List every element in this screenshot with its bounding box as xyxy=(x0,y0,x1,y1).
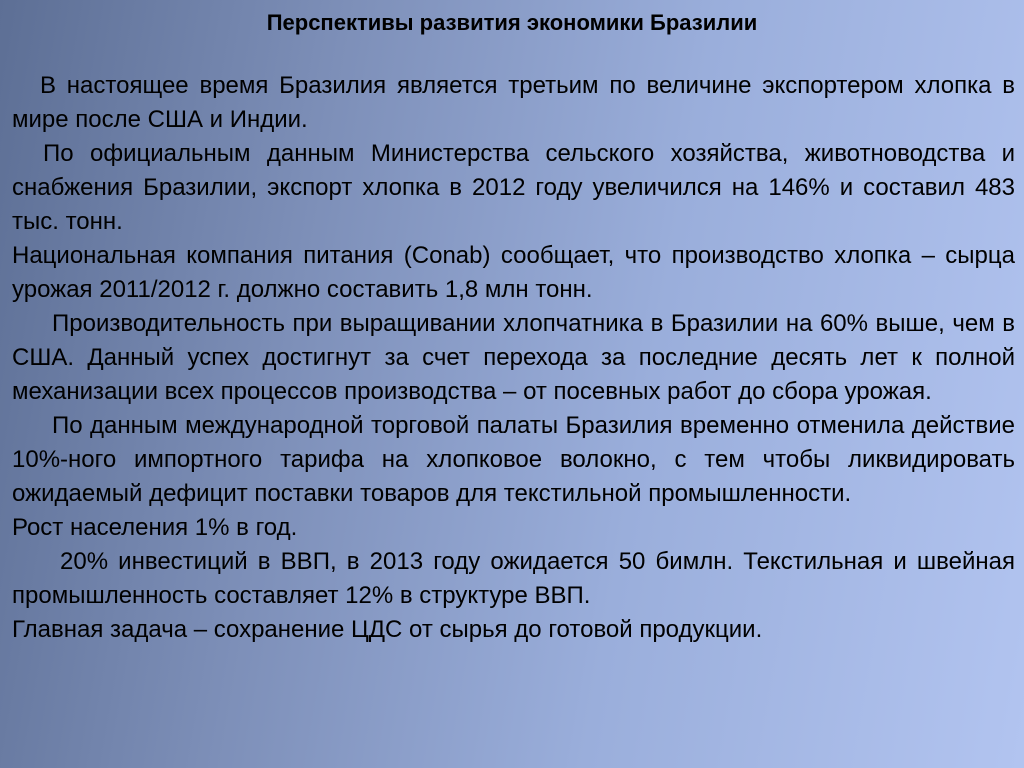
paragraph-brazil-cotton-exporter: В настоящее время Бразилия является третьим по величине экспортером хлопка в мире после США и Индии. xyxy=(12,72,1015,133)
paragraph-conab-production: Национальная компания питания (Conab) сообщает, что производство хлопка – сырца урожая 2011/2012 г. должно составить 1,8 млн тонн. xyxy=(12,242,1015,303)
paragraph-investments: 20% инвестиций в ВВП, в 2013 году ожидается 50 бимлн. Текстильная и швейная промышленность составляет 12% в структуре ВВП. xyxy=(12,548,1015,609)
paragraph-cotton-export-2012: По официальным данным Министерства сельского хозяйства, животноводства и снабжения Бразилии, экспорт хлопка в 2012 году увеличился на 146% и составил 483 тыс. тонн. xyxy=(12,140,1015,235)
slide-body xyxy=(12,69,1015,647)
slide-title: Перспективы развития экономики Бразилии xyxy=(266,10,758,35)
paragraph-productivity: Производительность при выращивании хлопчатника в Бразилии на 60% выше, чем в США. Данный успех достигнут за счет перехода за последние десять лет к полной механизации всех процессов производства – от посевных работ до сбора урожая. xyxy=(12,310,1015,405)
paragraph-population-growth: Рост населения 1% в год. xyxy=(12,514,298,541)
paragraph-import-tariff: По данным международной торговой палаты Бразилия временно отменила действие 10%-ного импортного тарифа на хлопковое волокно, с тем чтобы ликвидировать ожидаемый дефицит поставки товаров для текстильной промышленности. xyxy=(12,412,1015,507)
paragraph-main-task: Главная задача – сохранение ЦДС от сырья до готовой продукции. xyxy=(12,616,763,643)
